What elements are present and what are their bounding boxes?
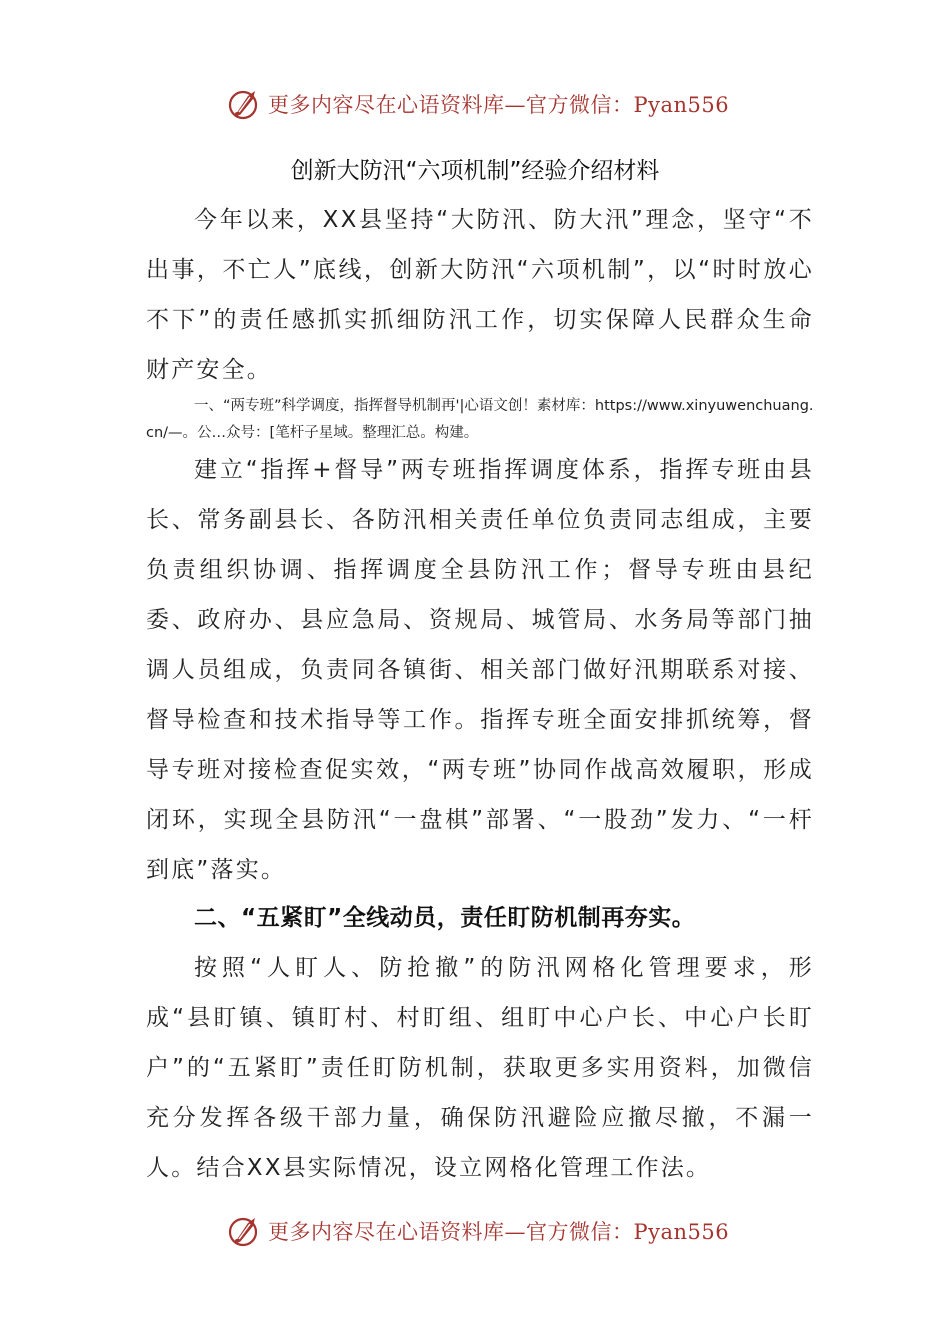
header-banner-text bbox=[268, 89, 729, 119]
section2-heading: 二、“五紧盯”全线动员，责任盯防机制再夯实。 bbox=[194, 905, 696, 931]
section1-body: 建立“指挥+督导”两专班指挥调度体系，指挥专班由县长、常务副县长、各防汛相关责任单位负责同志组成，主要负责组织协调、指挥调度全县防汛工作；督导专班由县纪委、政府办、县应急局、资规局、城管局、水务局等部门抽调人员组成，负责同各镇街、相关部门做好汛期联系对接、督导检查和技术指导等工作。指挥专班全面安排抓统筹，督导专班对接检查促实效，“两专班”协同作战高效履职，形成闭环，实现全县防汛“一盘棋”部署、“一股劲”发力、“一杆到底”落实。 bbox=[146, 457, 814, 883]
header-banner[interactable] bbox=[0, 82, 950, 126]
header-banner-slogan: 更多内容尽在心语资料库—官方微信： bbox=[268, 93, 634, 117]
footer-banner-inner bbox=[228, 1209, 729, 1253]
header-wechat-id: Pyan556 bbox=[633, 93, 730, 117]
section2-body: 按照“人盯人、防抢撤”的防汛网格化管理要求，形成“县盯镇、镇盯村、村盯组、组盯中心户长、中心户长盯户”的“五紧盯”责任盯防机制，获取更多实用资料，加微信充分发挥各级干部力量，确保防汛避险应撤尽撤，不漏一人。结合XX县实际情况，设立网格化管理工作法。 bbox=[146, 955, 814, 1181]
footer-banner-text bbox=[268, 1216, 729, 1246]
header-banner-inner bbox=[228, 82, 729, 126]
section1-heading: 一、“两专班”科学调度，指挥督导机制再'|心语文创！素材库：https://www.xinyuwenchuang.cn/—。公…众号：[笔杆子星域。整理汇总。构建。 bbox=[146, 398, 814, 441]
pen-nib-logo-icon bbox=[228, 87, 262, 121]
footer-banner-slogan: 更多内容尽在心语资料库—官方微信： bbox=[268, 1220, 634, 1244]
pen-nib-logo-icon bbox=[228, 1214, 262, 1248]
document-title: 创新大防汛“六项机制”经验介绍材料 bbox=[290, 158, 660, 184]
intro-paragraph: 今年以来，XX县坚持“大防汛、防大汛”理念，坚守“不出事，不亡人”底线，创新大防汛“六项机制”，以“时时放心不下”的责任感抓实抓细防汛工作，切实保障人民群众生命财产安全。 bbox=[146, 207, 814, 383]
footer-banner[interactable] bbox=[0, 1209, 950, 1253]
footer-wechat-id: Pyan556 bbox=[633, 1220, 730, 1244]
